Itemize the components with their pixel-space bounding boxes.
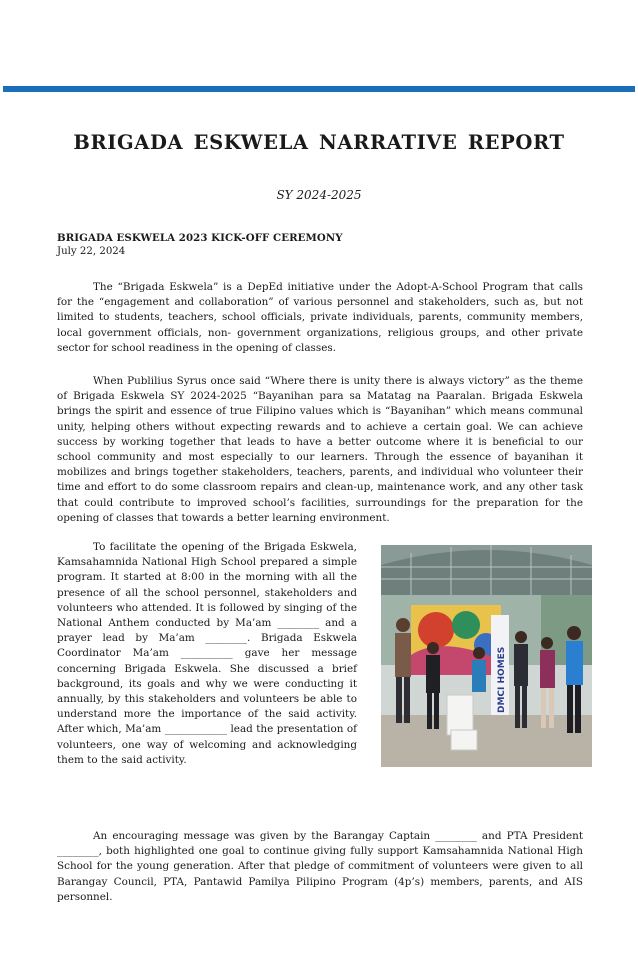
banner-text: DMCI HOMES [497,646,507,713]
paragraph-theme: When Publilius Syrus once said “Where there is unity there is always victory” as the theme of Brigada Eskwela SY 2024-2025 “Bayanihan para sa Matatag na Paaralan. Brigada Eskwela brings the spirit and essence of true Filipino values which is “Bayanihan” which means communal unity, helping others without expecting rewards and to achieve a certain goal. We can achieve success by working together that leads to have a better outcome where it is beneficial to our school community and most especially to our learners. Through the essence of bayanihan it mobilizes and brings together stakeholders, teachers, parents, and individual who volunteer their time and effort to do some classroom repairs and clean-up, maintenance work, and any other task that could contribute to improved school’s facilities, surroundings for the preparation for the opening of classes that towards a better learning environment. [57,375,583,524]
school-year: SY 2024-2025 [276,188,362,202]
report-date: July 22, 2024 [57,246,126,257]
event-photo-illustration [381,545,592,767]
paragraph-closing: An encouraging message was given by the Barangay Captain ________ and PTA President ________, both highlighted one goal to continue giving fully support Kamsahamnida National High School for the young generation. After that pledge of commitment of volunteers were given to all Barangay Council, PTA, Pantawid Pamilya Pilipino Program (4p’s) members, parents, and AIS personnel. [57,830,583,903]
section-heading: BRIGADA ESKWELA 2023 KICK-OFF CEREMONY [57,232,343,244]
top-blue-rule [3,86,635,92]
paragraph-program: To facilitate the opening of the Brigada Eskwela, Kamsahamnida National High School prepared a simple program. It started at 8:00 in the morning with all the presence of all the school personnel, stakeholders and volunteers who attended. It is followed by singing of the National Anthem conducted by Ma’am ________ and a prayer lead by Ma’am ________. Brigada Eskwela Coordinator Ma’am __________ gave her message concerning Brigada Eskwela. She discussed a brief background, its goals and why we were conducting it annually, by this stakeholders and volunteers be able to understand more the importance of the said activity. After which, Ma’am ____________ lead the presentation of volunteers, one way of welcoming and acknowledging them to the said activity. [57,541,357,766]
paragraph-intro: The “Brigada Eskwela” is a DepEd initiative under the Adopt-A-School Program that calls for the “engagement and collaboration” of various personnel and stakeholders, such as, but not limited to students, teachers, school officials, private individuals, parents, community members, local government officials, non- government organizations, religious groups, and other private sector for school readiness in the opening of classes. [57,281,583,354]
event-photo [381,545,592,767]
report-title: BRIGADA ESKWELA NARRATIVE REPORT [73,131,565,154]
